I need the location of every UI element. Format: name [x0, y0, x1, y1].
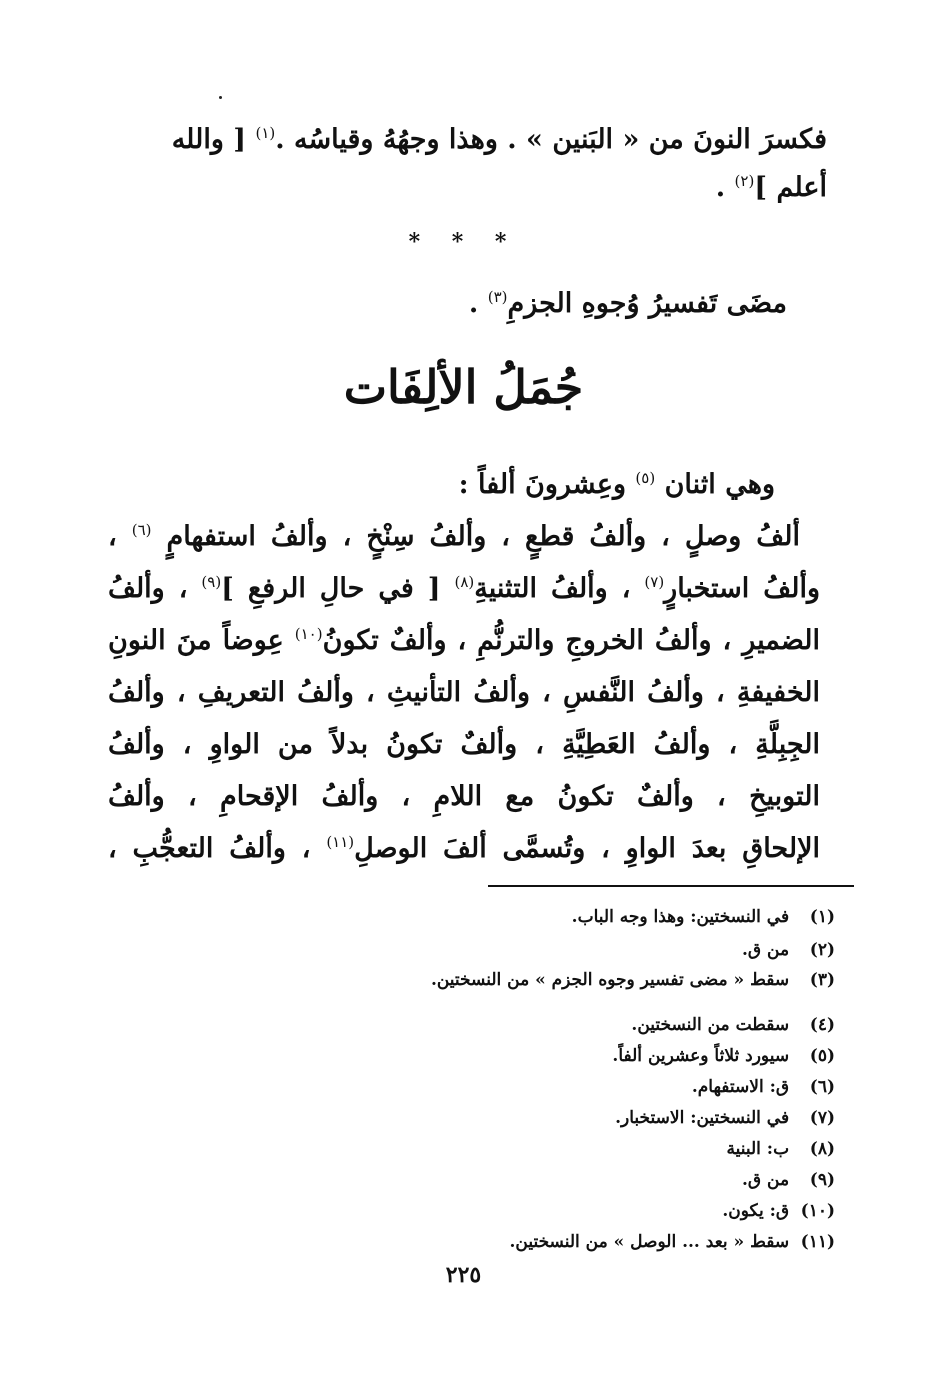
footnote-6	[692, 1075, 835, 1099]
footnote-text: سقط « بعد ... الوصل » من النسختين.	[509, 1232, 790, 1252]
footnote-ref: (٦)	[131, 521, 152, 539]
text-segment: وعِشرونَ ألفاً :	[458, 469, 636, 500]
footnote-number: (٨)	[809, 1139, 835, 1159]
text-segment: مضَى تَفسيرُ وُجوهِ الجزمِ	[507, 288, 787, 319]
text-segment: أعلم ]	[754, 172, 827, 203]
footnote-text: من ق.	[742, 1170, 790, 1190]
body-line-2	[108, 517, 800, 557]
footnote-ref: (٨)	[454, 573, 475, 591]
footnote-number: (٥)	[809, 1046, 835, 1066]
footnote-divider	[488, 885, 854, 887]
body-line-3	[108, 569, 820, 609]
text-segment: الضميرِ ، وألفُ الخروجِ والترنُّمِ ، وألفٌ تكونُ	[322, 625, 820, 656]
text-segment: ، وألفُ	[108, 573, 202, 604]
body-line-8	[108, 829, 820, 869]
body-line-1	[459, 465, 775, 505]
footnote-5	[612, 1044, 835, 1068]
body-line-7	[108, 777, 820, 817]
text-segment: [ في حالِ الرفعِ ]	[221, 573, 455, 604]
footnote-8	[726, 1137, 835, 1161]
footnote-ref: (٣)	[487, 288, 508, 306]
text-segment: ألفُ وصلٍ ، وألفُ قطعٍ ، وألفُ سِنْخٍ ، وألفُ استفهامٍ	[151, 521, 800, 552]
footnote-10	[722, 1199, 835, 1223]
footnote-4	[631, 1013, 835, 1037]
footnote-3	[431, 968, 835, 992]
footnote-number: (٣)	[809, 970, 835, 990]
footnote-11	[509, 1230, 835, 1254]
text-segment: [ والله	[171, 124, 256, 155]
footnote-text: من ق.	[742, 940, 790, 960]
footnote-ref: (٢)	[734, 172, 755, 190]
text-segment: الخفيفةِ ، وألفُ النَّفسِ ، وألفُ التأنيثِ ، وألفُ التعريفِ ، وألفُ	[108, 677, 820, 708]
ink-speck	[219, 96, 222, 99]
text-segment: .	[715, 172, 735, 203]
footnote-number: (٤)	[809, 1015, 835, 1035]
footnote-7	[615, 1106, 835, 1130]
footnote-2	[742, 938, 835, 962]
top-paragraph-line-2	[716, 168, 827, 208]
footnote-number: (٧)	[809, 1108, 835, 1128]
body-paragraph	[108, 465, 820, 885]
text-segment: التوبيخِ ، وألفٌ تكونُ مع اللامِ ، وألفُ الإقحامِ ، وألفُ	[108, 781, 820, 812]
closing-line	[167, 284, 827, 328]
footnote-ref: (٧)	[644, 573, 665, 591]
top-paragraph-line-1	[172, 120, 827, 160]
page-number: ٢٢٥	[445, 1262, 482, 1288]
text-segment: ، وألفُ التثنيةِ	[474, 573, 645, 604]
text-segment: وهي اثنان	[655, 469, 775, 500]
text-segment: ، وألفُ التعجُّبِ ،	[108, 833, 327, 864]
body-line-6	[108, 725, 820, 765]
closing-line-text	[469, 284, 787, 324]
text-segment: الجِبِلَّةِ ، وألفُ العَطِيَّةِ ، وألفٌ تكونُ بدلاً من الواوِ ، وألفُ	[108, 729, 820, 760]
footnote-text: ق: يكون.	[722, 1201, 790, 1221]
footnote-text: ق: الاستفهام.	[691, 1077, 790, 1097]
footnote-ref: (٥)	[635, 469, 656, 487]
footnote-ref: (١)	[255, 124, 276, 142]
text-segment: فكسرَ النونَ من « البَنين » . وهذا وجهُهُ وقياسُه .	[275, 124, 827, 155]
text-segment: .	[468, 288, 488, 319]
footnote-number: (٦)	[809, 1077, 835, 1097]
footnote-text: سيورد ثلاثاً وعشرين ألفاً.	[612, 1046, 790, 1066]
text-segment: عِوضاً منَ النونِ	[108, 625, 295, 656]
footnote-number: (١٠)	[800, 1201, 835, 1221]
text-segment: ،	[108, 521, 132, 552]
footnote-number: (٩)	[809, 1170, 835, 1190]
body-line-4	[108, 621, 820, 661]
body-line-5	[108, 673, 820, 713]
text-segment: الإلحاقِ بعدَ الواوِ ، وتُسمَّى ألفَ الوصلِ	[354, 833, 820, 864]
top-paragraph	[167, 120, 827, 210]
footnote-ref: (٩)	[201, 573, 222, 591]
text-segment: وألفُ استخبارٍ	[664, 573, 820, 604]
footnote-text: في النسختين: وهذا وجه الباب.	[571, 907, 790, 927]
footnote-number: (٢)	[809, 940, 835, 960]
footnote-text: سقطت من النسختين.	[631, 1015, 790, 1035]
footnote-number: (١١)	[800, 1232, 835, 1252]
footnote-ref: (١١)	[326, 833, 355, 851]
footnote-text: ب: البنية	[726, 1139, 790, 1159]
footnote-1	[572, 905, 835, 929]
footnote-text: سقط « مضى تفسير وجوه الجزم » من النسختين.	[430, 970, 790, 990]
footnote-ref: (١٠)	[294, 625, 323, 643]
section-title: جُمَلُ الألِفَات	[343, 360, 584, 414]
section-separator: * * *	[408, 229, 519, 255]
footnote-number: (١)	[809, 907, 835, 927]
footnote-9	[742, 1168, 835, 1192]
footnote-text: في النسختين: الاستخبار.	[615, 1108, 790, 1128]
